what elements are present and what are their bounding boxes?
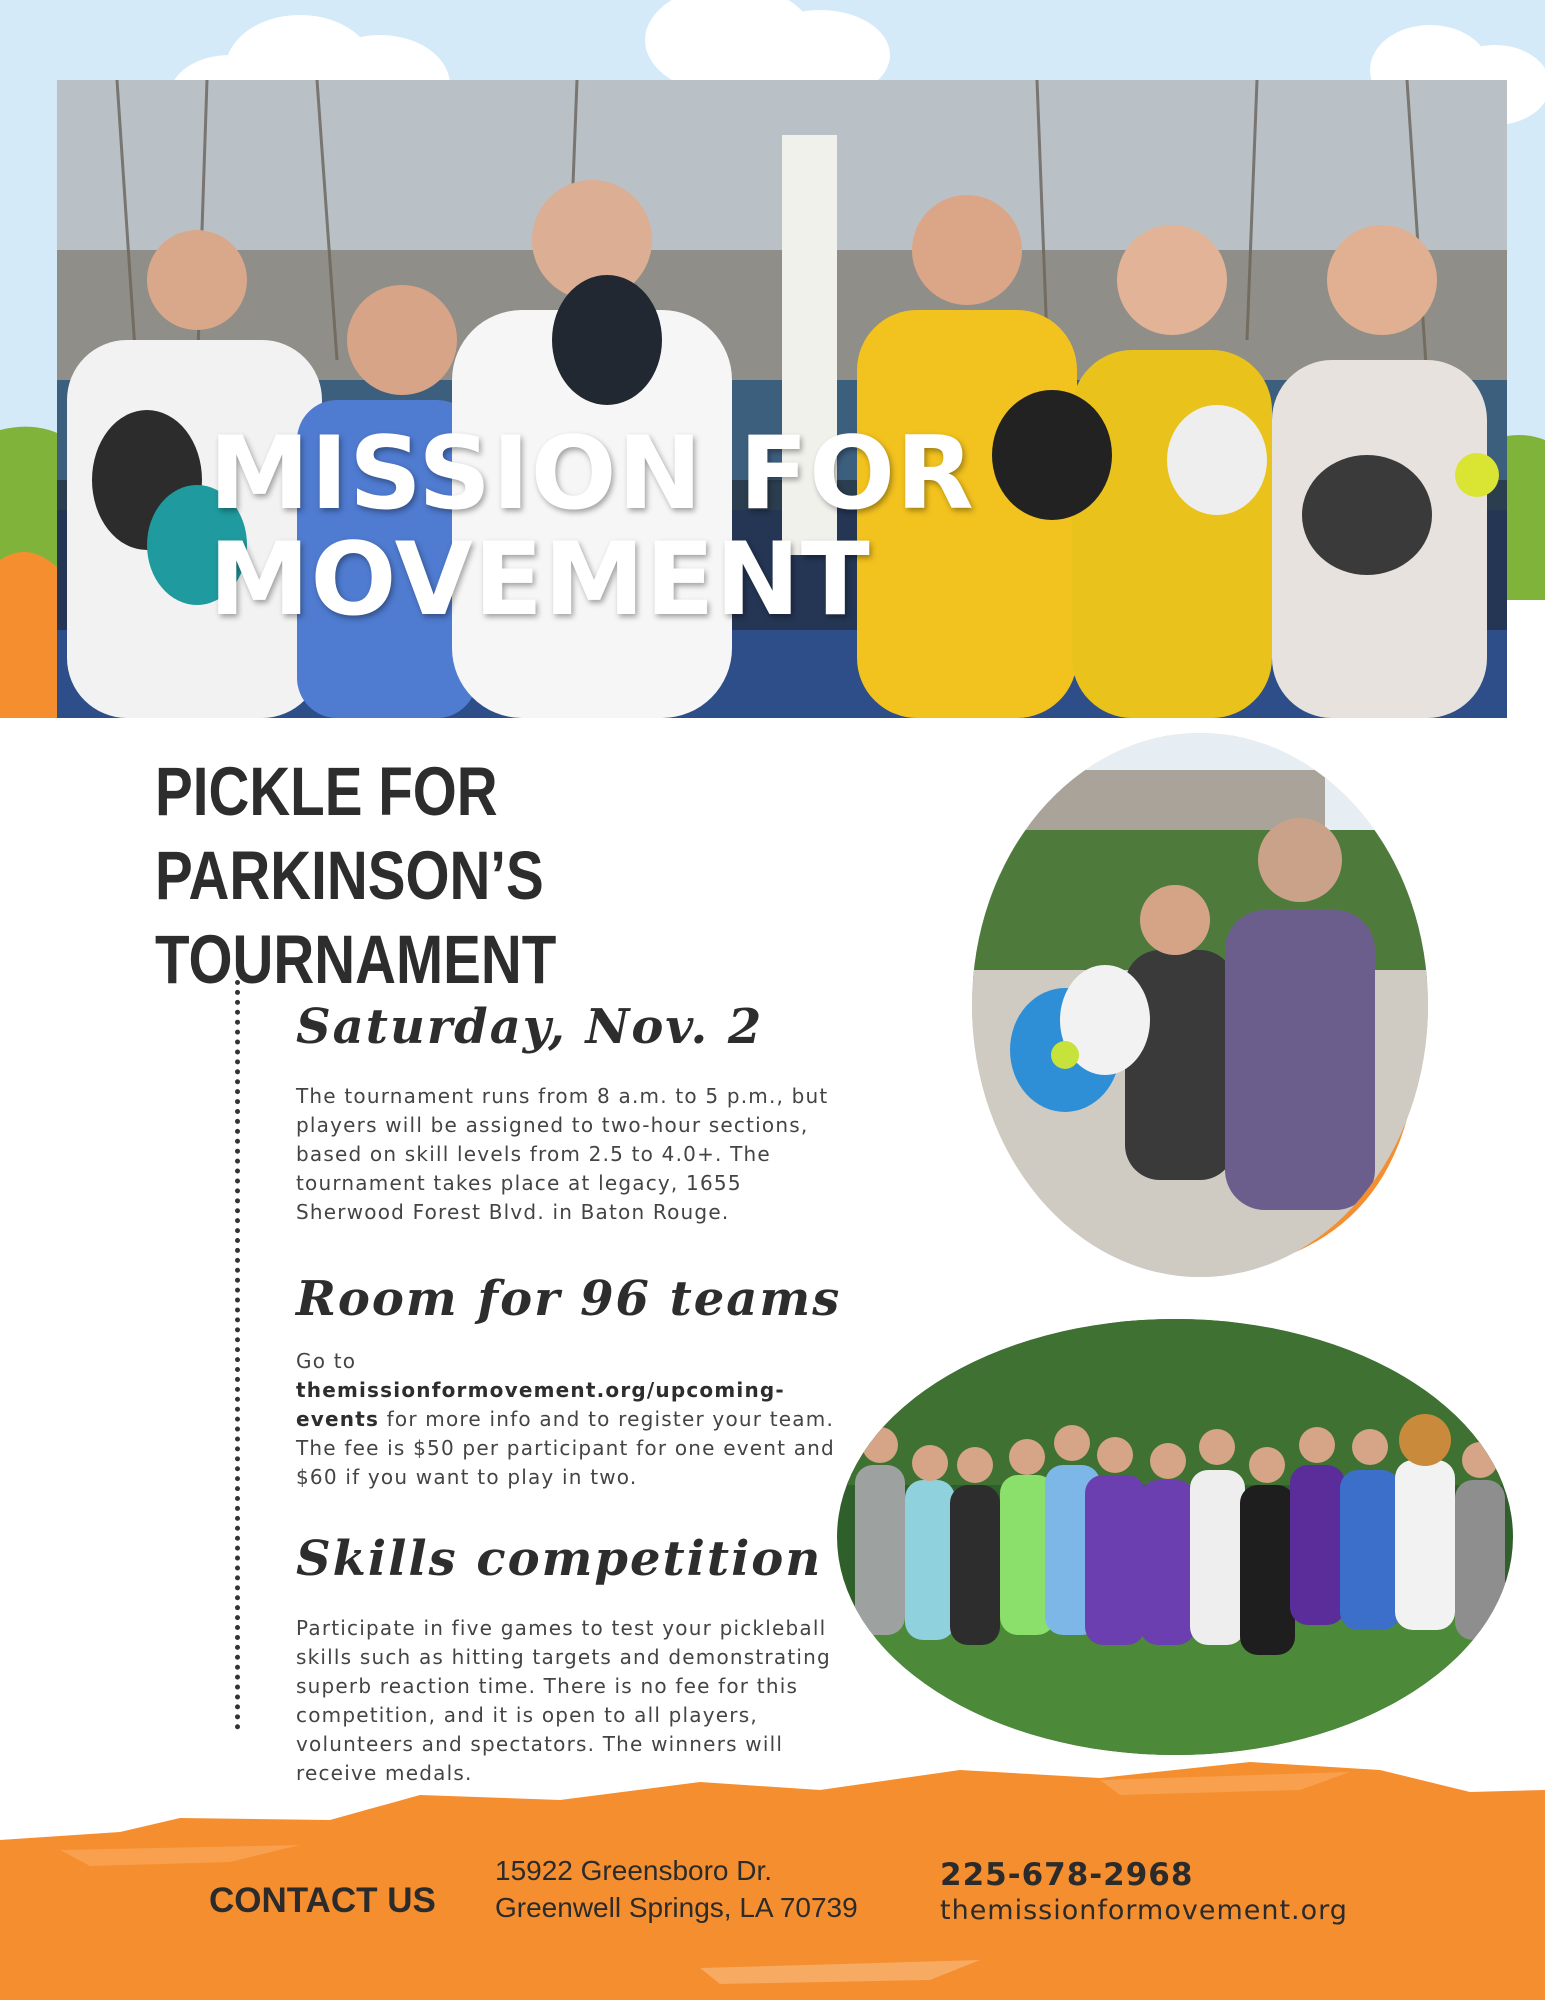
section-body-date: The tournament runs from 8 a.m. to 5 p.m., but players will be assigned to two-hour sections, based on skill levels from 2.5 to 4.0+. The tournament takes place at legacy, 1655 Sherwood Forest Blvd. in Baton Rouge. [296,1084,829,1224]
dotted-divider [235,980,240,1730]
contact-us-label: CONTACT US [209,1881,436,1920]
hero-title: MISSION FOR MOVEMENT [209,414,975,638]
players-with-paddles-photo [965,720,1445,1280]
website-link[interactable]: themissionformovement.org [940,1895,1348,1926]
phone-number[interactable]: 225-678-2968 [940,1857,1194,1893]
address-line-2: Greenwell Springs, LA 70739 [495,1892,858,1923]
register-link[interactable]: themissionformovement.org/upcoming-events [296,1378,785,1431]
group-photo [835,1315,1515,1755]
address-line-1: 15922 Greensboro Dr. [495,1855,773,1886]
register-prefix: Go to [296,1349,357,1373]
register-suffix: for more info and to register your team. The fee is $50 per participant for one event and $60 if you want to play in two. [296,1407,835,1489]
section-heading-teams: Room for 96 teams [296,1271,842,1327]
section-body-teams [296,1347,856,1492]
section-body-skills: Participate in five games to test your pickleball skills such as hitting targets and demonstrating superb reaction time. There is no fee for this competition, and it is open to all players, volunteers and spectators. The winners will receive medals. [296,1616,831,1785]
section-heading-date: Saturday, Nov. 2 [296,999,764,1055]
event-title: PICKLE FOR PARKINSON’S TOURNAMENT [155,753,557,998]
hero-photo [57,80,1507,718]
section-heading-skills: Skills competition [296,1531,823,1587]
address [495,1852,858,1926]
